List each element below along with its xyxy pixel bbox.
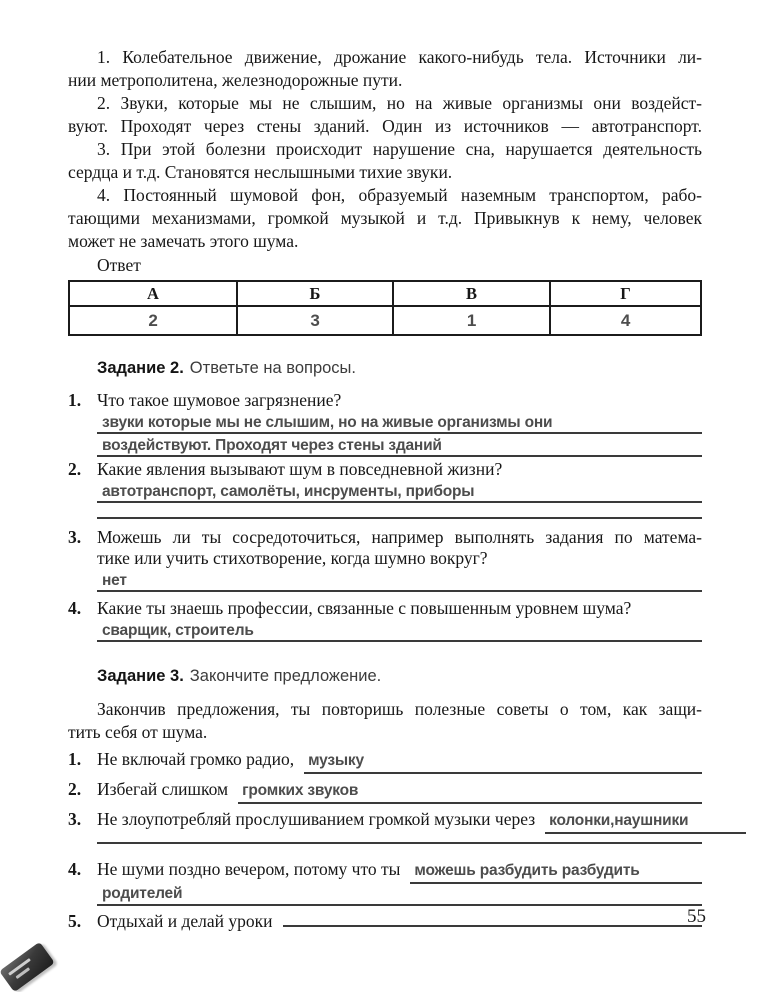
task3-title-bold: Задание 3. <box>97 667 184 685</box>
item-answer-line: громких звуков <box>238 780 702 804</box>
task3-intro <box>68 698 702 744</box>
paragraph-3 <box>68 138 702 184</box>
question-text: Какие ты знаешь профессии, связанные с повышенным уровнем шума? <box>97 598 632 618</box>
paragraph-line: 4. Постоянный шумовой фон, образуемый наземным транспортом, рабо- <box>97 185 702 205</box>
item-number: 1. <box>68 749 82 769</box>
question-4 <box>68 598 702 642</box>
table-value-row <box>69 306 701 335</box>
paragraph-line: нии метрополитена, железнодорожные пути. <box>68 70 403 90</box>
table-value-cell: 2 <box>69 306 237 335</box>
task3-item-2 <box>68 778 702 804</box>
answer-line: сварщик, строитель <box>97 621 702 642</box>
eraser-photo-icon <box>0 942 55 992</box>
table-value-cell: 4 <box>550 306 701 335</box>
paragraph-1 <box>68 46 702 92</box>
question-number: 2. <box>68 459 82 479</box>
paragraph-line: 3. При этой болезни происходит нарушение сна, нарушается деятельность <box>97 139 702 159</box>
table-header-cell: В <box>393 281 550 306</box>
question-2 <box>68 459 702 519</box>
item-text: Отдыхай и делай уроки <box>97 911 273 931</box>
task3-item-1 <box>68 748 702 774</box>
question-body <box>97 598 702 642</box>
question-text: Что такое шумовое загрязнение? <box>97 390 342 410</box>
answer-continuation-line: родителей <box>97 884 702 906</box>
question-text: Какие явления вызывают шум в повседневной жизни? <box>97 459 503 479</box>
task2-heading <box>97 358 702 378</box>
table-header-row <box>69 281 701 306</box>
question-number: 1. <box>68 390 82 410</box>
question-body <box>97 459 702 519</box>
item-number: 3. <box>68 809 82 829</box>
page-number: 55 <box>687 906 706 927</box>
answer-line: автотранспорт, самолёты, инсрументы, приборы <box>97 482 702 503</box>
paragraph-line: 1. Колебательное движение, дрожание какого-нибудь тела. Источники ли- <box>97 47 702 67</box>
question-text: Можешь ли ты сосредоточиться, например выполнять задания по матема- <box>97 527 702 547</box>
item-answer-line: музыку <box>304 750 702 774</box>
item-number: 5. <box>68 911 82 931</box>
question-body <box>97 527 702 592</box>
task2-title-bold: Задание 2. <box>97 359 184 377</box>
question-text: тике или учить стихотворение, когда шумно вокруг? <box>97 548 488 568</box>
question-body <box>97 390 702 457</box>
empty-answer-line <box>97 507 702 519</box>
task3-item-3 <box>68 808 746 834</box>
paragraph-line: Закончив предложения, ты повторишь полезные советы о том, как защи- <box>97 699 702 719</box>
task2-title-text: Ответьте на вопросы. <box>189 359 357 377</box>
paragraph-line: тающими механизмами, громкой музыкой и т.д. Привыкнув к нему, человек <box>68 208 702 228</box>
answer-label: Ответ <box>97 255 141 275</box>
table-header-cell: Г <box>550 281 701 306</box>
table-value-cell: 1 <box>393 306 550 335</box>
item-text: Не включай громко радио, <box>97 749 295 769</box>
answer-table <box>68 280 702 336</box>
item-text: Не шуми поздно вечером, потому что ты <box>97 859 401 879</box>
paragraph-2 <box>68 92 702 138</box>
answer-line: воздействуют. Проходят через стены зданий <box>97 436 702 457</box>
item-text: Избегай слишком <box>97 779 229 799</box>
answer-line: звуки которые мы не слышим, но на живые организмы они <box>97 413 702 434</box>
item-answer-line: колонки,наушники <box>545 810 746 834</box>
table-header-cell: Б <box>237 281 393 306</box>
paragraph-4 <box>68 184 702 253</box>
question-number: 3. <box>68 527 82 547</box>
question-number: 4. <box>68 598 82 618</box>
item-number: 4. <box>68 859 82 879</box>
paragraph-line: может не замечать этого шума. <box>68 231 299 251</box>
task3-item-4 <box>68 858 702 884</box>
task3-item-5 <box>68 910 702 932</box>
question-1 <box>68 390 702 457</box>
paragraph-line: вуют. Проходят через стены зданий. Один из источников — автотранспорт. <box>68 116 702 136</box>
task3-heading <box>97 666 702 686</box>
item-text: Не злоупотребляй прослушиванием громкой музыки через <box>97 809 536 829</box>
table-value-cell: 3 <box>237 306 393 335</box>
paragraph-line: 2. Звуки, которые мы не слышим, но на живые организмы они воздейст- <box>97 93 702 113</box>
paragraph-line: тить себя от шума. <box>68 722 208 742</box>
item-answer-line <box>283 925 702 927</box>
answer-line: нет <box>97 571 702 592</box>
item-answer-line: можешь разбудить разбудить <box>410 860 702 884</box>
item-number: 2. <box>68 779 82 799</box>
question-3 <box>68 527 702 592</box>
empty-answer-line <box>97 834 702 844</box>
paragraph-line: сердца и т.д. Становятся неслышными тихие звуки. <box>68 162 453 182</box>
task3-title-text: Закончите предложение. <box>189 667 382 685</box>
table-header-cell: А <box>69 281 237 306</box>
